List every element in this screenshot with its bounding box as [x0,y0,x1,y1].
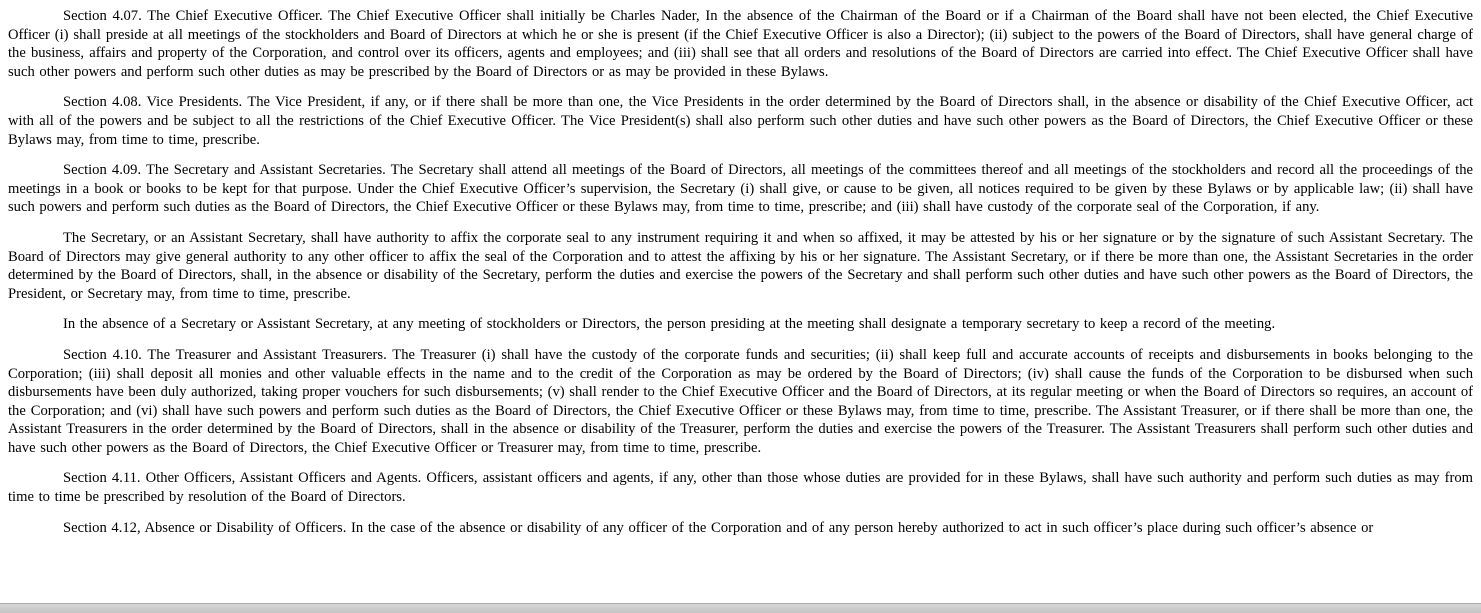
paragraph-section-4-09: Section 4.09. The Secretary and Assistant Secretaries. The Secretary shall attend all meetings of the Board of Directors, all meetings of the committees thereof and all meetings of the stockholders and record all the proceedings of the meetings in a book or books to be kept for that purpose. Under the Chief Executive Officer’s supervision, the Secretary (i) shall give, or cause to be given, all notices required to be given by these Bylaws or by applicable law; (ii) shall have such powers and perform such duties as the Board of Directors, the Chief Executive Officer or these Bylaws may, from time to time, prescribe; and (iii) shall have custody of the corporate seal of the Corporation, if any. [8,162,1473,216]
paragraph-section-4-10: Section 4.10. The Treasurer and Assistant Treasurers. The Treasurer (i) shall have the custody of the corporate funds and securities; (ii) shall keep full and accurate accounts of receipts and disbursements in books belonging to the Corporation; (iii) shall deposit all monies and other valuable effects in the name and to the credit of the Corporation as may be ordered by the Board of Directors; (iv) shall cause the funds of the Corporation to be disbursed when such disbursements have been duly authorized, taking proper vouchers for such disbursements; (v) shall render to the Chief Executive Officer and the Board of Directors, at its regular meeting or when the Board of Directors so requires, an account of the Corporation; and (vi) shall have such powers and perform such duties as the Board of Directors, the Chief Executive Officer or these Bylaws may, from time to time, prescribe. The Assistant Treasurer, or if there shall be more than one, the Assistant Treasurers in the order determined by the Board of Directors, shall in the absence or disability of the Treasurer, perform the duties and exercise the powers of the Treasurer. The Assistant Treasurers shall perform such other duties and have such other powers as the Board of Directors, the Chief Executive Officer or Treasurer may, from time to time, prescribe. [8,346,1473,456]
paragraph-section-4-12: Section 4.12, Absence or Disability of Officers. In the case of the absence or disability of any officer of the Corporation and of any person hereby authorized to act in such officer’s place during such officer’s absence or [63,519,1374,536]
paragraph-temporary-secretary: In the absence of a Secretary or Assistant Secretary, at any meeting of stockholders or Directors, the person presiding at the meeting shall designate a temporary secretary to keep a record of the meeting. [63,316,1276,333]
paragraph-secretary-seal: The Secretary, or an Assistant Secretary, shall have authority to affix the corporate seal to any instrument requiring it and when so affixed, it may be attested by his or her signature or by the signature of such Assistant Secretary. The Board of Directors may give general authority to any other officer to affix the seal of the Corporation and to attest the affixing by his or her signature. The Assistant Secretary, or if there be more than one, the Assistant Secretaries in the order determined by the Board of Directors, shall, in the absence or disability of the Secretary, perform the duties and exercise the powers of the Secretary and shall perform such other duties and have such other powers as the Board of Directors, the President, or Secretary may, from time to time, prescribe. [8,229,1473,302]
paragraph-section-4-11: Section 4.11. Other Officers, Assistant Officers and Agents. Officers, assistant officers and agents, if any, other than those whose duties are provided for in these Bylaws, shall have such authority and perform such duties as may from time to time be prescribed by resolution of the Board of Directors. [8,470,1473,506]
horizontal-scrollbar[interactable] [0,603,1481,613]
paragraph-section-4-07: Section 4.07. The Chief Executive Officer. The Chief Executive Officer shall initially be Charles Nader, In the absence of the Chairman of the Board or if a Chairman of the Board shall have not been elected, the Chief Executive Officer (i) shall preside at all meetings of the stockholders and Board of Directors at which he or she is present (if the Chief Executive Officer is also a Director); (ii) subject to the powers of the Board of Directors, shall have general charge of the business, affairs and property of the Corporation, and control over its officers, agents and employees; and (iii) shall see that all orders and resolutions of the Board of Directors are carried into effect. The Chief Executive Officer shall have such other powers and perform such other duties as may be prescribed by the Board of Directors or as may be provided in these Bylaws. [8,8,1473,80]
paragraph-section-4-08: Section 4.08. Vice Presidents. The Vice President, if any, or if there shall be more than one, the Vice Presidents in the order determined by the Board of Directors shall, in the absence or disability of the Chief Executive Officer, act with all of the powers and be subject to all the restrictions of the Chief Executive Officer. The Vice President(s) shall also perform such other duties and have such other powers as the Board of Directors, the Chief Executive Officer or these Bylaws may, from time to time, prescribe. [8,94,1473,148]
